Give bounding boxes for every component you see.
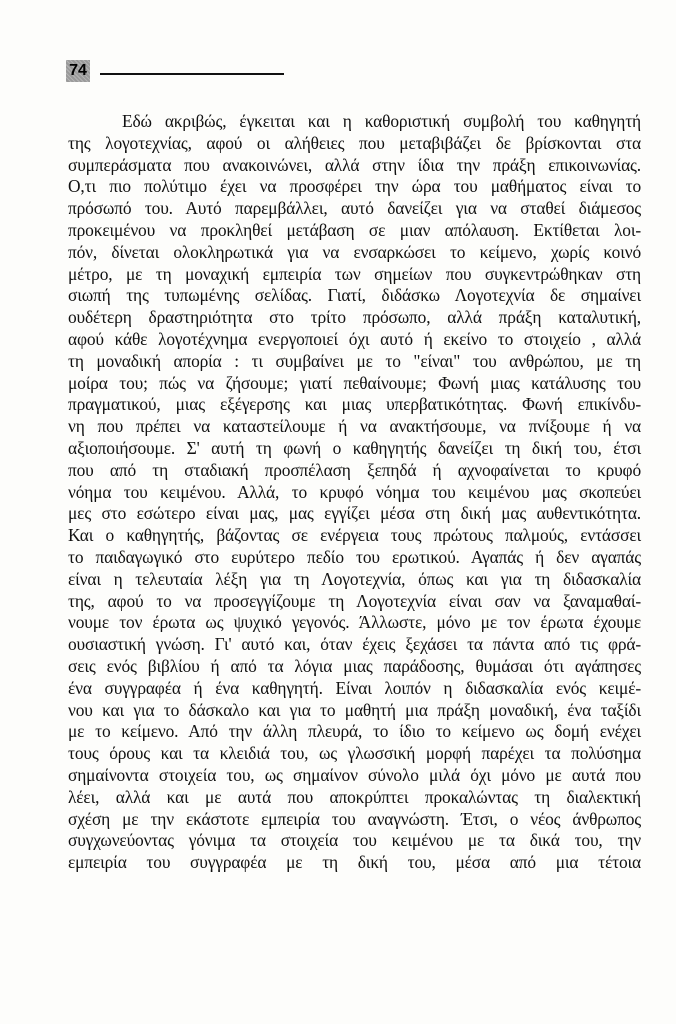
text-line: με το κείμενο. Από την άλλη πλευρά, το ίδιο το κείμενο ως δομή ενέχει (68, 721, 641, 742)
text-line: συμπεράσματα που ανακοινώνει, αλλά στην ίδια την πράξη επικοινωνίας. (68, 154, 641, 175)
text-line: πόν, δίνεται ολοκληρωτικά για να ενσαρκώσει το κείμενο, χωρίς κοινό (68, 241, 641, 262)
text-line: αφού κάθε λογοτέχνημα ενεργοποιεί όχι αυτό ή εκείνο το στοιχείο , αλλά (68, 328, 641, 349)
body-text (68, 111, 641, 874)
text-line: πραγματικού, μιας εξέγερσης και μιας υπερβατικότητας. Φωνή επικίνδυ- (68, 394, 641, 415)
text-line: Και ο καθηγητής, βάζοντας σε ενέργεια τους πρώτους παλμούς, εντάσσει (68, 525, 641, 546)
text-line: σχέση με την εκάστοτε εμπειρία του αναγνώστη. Έτσι, ο νέος άνθρωπος (68, 808, 641, 829)
text-line: που από τη σταδιακή προσπέλαση ξεπηδά ή αχνοφαίνεται το κρυφό (68, 459, 641, 480)
text-line: νη που πρέπει να καταστείλουμε ή να ανακτήσουμε, να πνίξουμε ή να (68, 416, 641, 437)
text-line: προκειμένου να προκληθεί μετάβαση σε μιαν απόλαυση. Εκτίθεται λοι- (68, 219, 641, 240)
text-line: της λογοτεχνίας, αφού οι αλήθειες που μεταβιβάζει δε βρίσκονται στα (68, 132, 641, 153)
text-line: ουσιαστική γνώση. Γι' αυτό και, όταν έχεις ξεχάσει τα πάντα από τις φρά- (68, 634, 641, 655)
text-line: νουμε τον έρωτα ως ψυχικό γεγονός. Άλλωστε, μόνο με τον έρωτα έχουμε (68, 612, 641, 633)
text-line: το παιδαγωγικό στο ευρύτερο πεδίο του ερωτικού. Αγαπάς ή δεν αγαπάς (68, 546, 641, 567)
text-line: σεις ενός βιβλίου ή από τα λόγια μιας παράδοσης, θυμάσαι ότι αγάπησες (68, 655, 641, 676)
text-line: της, αφού το να προσεγγίζουμε τη Λογοτεχνία είναι σαν να ξαναμαθαί- (68, 590, 641, 611)
text-line: ουδέτερη δραστηριότητα στο τρίτο πρόσωπο, αλλά πράξη καταλυτική, (68, 307, 641, 328)
text-line: Ο,τι πιο πολύτιμο έχει να προσφέρει την ώρα του μαθήματος είναι το (68, 176, 641, 197)
text-line: μοίρα του; πώς να ζήσουμε; γιατί πεθαίνουμε; Φωνή μιας κατάλυσης του (68, 372, 641, 393)
text-line: νόημα του κειμένου. Αλλά, το κρυφό νόημα του κειμένου μας σκοπεύει (68, 481, 641, 502)
text-line: τους όρους και τα κλειδιά του, ως γλωσσική μορφή παρέχει τα πολύσημα (68, 743, 641, 764)
text-line: εμπειρία του συγγραφέα με τη δική του, μέσα από μια τέτοια (68, 852, 641, 873)
text-line: συγχωνεύοντας γόνιμα τα στοιχεία του κειμένου με τα δικά του, την (68, 830, 641, 851)
text-line: μέτρο, με τη μοναχική εμπειρία των σημείων που συγκεντρώθηκαν στη (68, 263, 641, 284)
text-line: σιωπή της τυπωμένης σελίδας. Γιατί, διδάσκω Λογοτεχνία δε σημαίνει (68, 285, 641, 306)
text-line: μες στο εσώτερο είναι μας, μας εγγίζει μέσα στη δική μας αυθεντικότητα. (68, 503, 641, 524)
text-line: σημαίνοντα στοιχεία του, ως σημαίνον σύνολο μιλά όχι μόνο με αυτά που (68, 764, 641, 785)
text-line: ένα συγγραφέα ή ένα καθηγητή. Είναι λοιπόν η διδασκαλία ενός κειμέ- (68, 677, 641, 698)
text-line: πρόσωπό του. Αυτό παρεμβάλλει, αυτό δανείζει για να σταθεί διάμεσος (68, 198, 641, 219)
header-rule (100, 73, 284, 75)
text-line: νου και για το δάσκαλο και για το μαθητή μια πράξη μοναδική, ένα ταξίδι (68, 699, 641, 720)
page-number: 74 (66, 60, 90, 82)
text-line: τη μοναδική απορία : τι συμβαίνει με το "είναι" του ανθρώπου, με τη (68, 350, 641, 371)
text-line: λέει, αλλά και με αυτά που αποκρύπτει προκαλώντας τη διαλεκτική (68, 786, 641, 807)
text-line: Εδώ ακριβώς, έγκειται και η καθοριστική συμβολή του καθηγητή (122, 111, 641, 131)
text-line: είναι η τελευταία λέξη για τη Λογοτεχνία, όπως και για τη διδασκαλία (68, 568, 641, 589)
page-header (66, 60, 296, 84)
text-line: αξιοποιήσουμε. Σ' αυτή τη φωνή ο καθηγητής δανείζει τη δική του, έτσι (68, 437, 641, 458)
